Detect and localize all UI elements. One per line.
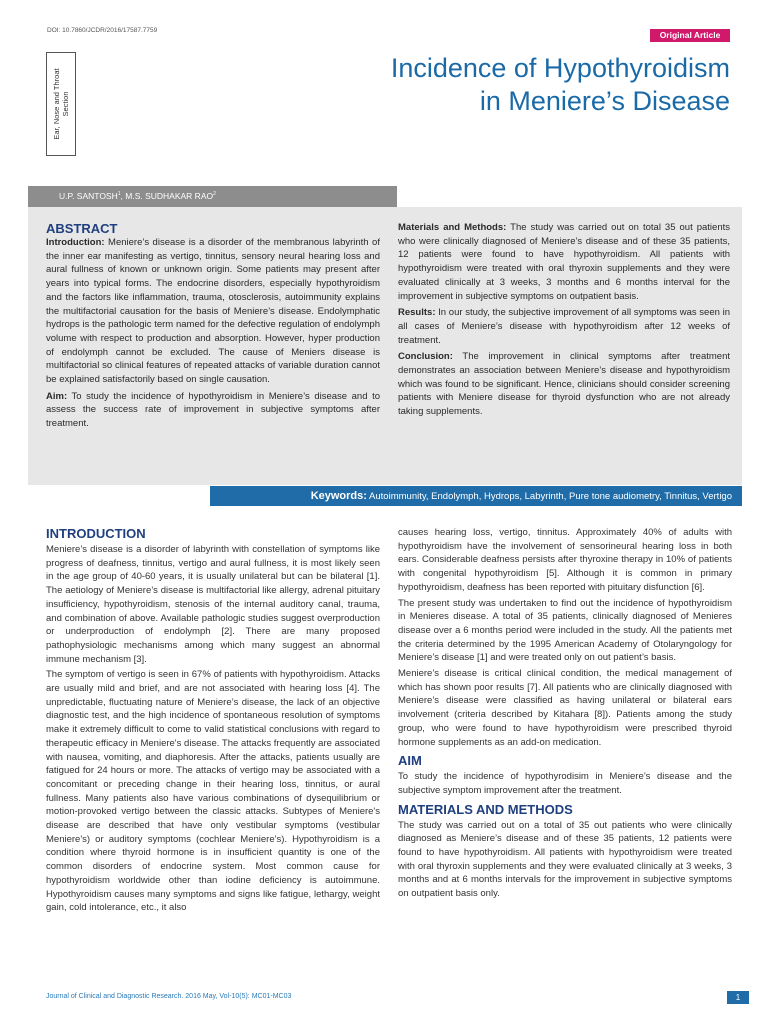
abstract-conclusion bbox=[398, 350, 730, 419]
section-label-line1: Ear, Nose and Throat bbox=[52, 68, 61, 140]
abstract-panel bbox=[28, 207, 742, 485]
section-label-line2: Section bbox=[61, 91, 70, 117]
keywords-label: Keywords: bbox=[310, 490, 367, 502]
author-1-affiliation: 1 bbox=[117, 191, 121, 198]
article-title-line1: Incidence of Hypothyroidism bbox=[390, 53, 730, 83]
author-list: U.P. SANTOSH$^1$, M.S. SUDHAKAR RAO$^2$ bbox=[59, 191, 216, 201]
methods-paragraph: The study was carried out on a total of 35 out patients who were clinically diagnosed as Meniere’s disease and of these 35 patients, 12 patients were found to have hypothyroidism. All patients with hypothyroidism were treated with oral thyroxin supplements and they were evaluated clinically at 3 weeks, 3 months and at 6 months intervals for the improvement in subjective symptoms on outpatient basis only. bbox=[398, 819, 732, 900]
author-2-affiliation: 2 bbox=[213, 191, 216, 198]
author-2: M.S. SUDHAKAR RAO bbox=[125, 191, 214, 201]
methods-heading: MATERIALS AND METHODS bbox=[398, 801, 573, 817]
abstract-left-column bbox=[46, 221, 380, 434]
abstract-methods-text: The study was carried out on total 35 out patients who were clinically diagnosed of Meniere’s disease and of these 35 patients, 12 patients were found to have hypothyroidism. All patients with hypothyroidism were treated with oral thyroxin supplements and they were evaluated clinically at 3 weeks, 3 months and 6 months interval for the improvement in subjective symptoms on outpatient basis. bbox=[398, 222, 730, 302]
article-type-badge: Original Article bbox=[650, 29, 730, 42]
aim-heading: AIM bbox=[398, 753, 422, 769]
abstract-conclusion-label: Conclusion: bbox=[398, 351, 453, 363]
abstract-introduction bbox=[46, 236, 380, 387]
abstract-aim-label: Aim: bbox=[46, 390, 68, 402]
article-title-line2: in Meniere’s Disease bbox=[479, 86, 730, 116]
author-1: U.P. SANTOSH bbox=[59, 191, 118, 201]
article-title bbox=[290, 52, 730, 118]
abstract-results bbox=[398, 306, 730, 347]
introduction-paragraph-4: The present study was undertaken to find out the incidence of hypothyroidism in Menieres disease. A total of 35 patients, clinically diagnosed of Menieres disease over a 6 months period were included in the study. All the patients met the criteria determined by the 1995 American Academy of Otolaryngology for Meniere’s disease [1] and were treated only on out patient’s basis. bbox=[398, 597, 732, 664]
introduction-heading: INTRODUCTION bbox=[46, 526, 146, 541]
abstract-aim-text: To study the incidence of hypothyroidism in Meniere’s disease and to assess the success rate of improvement in subjective symptoms after treatment. bbox=[46, 390, 380, 430]
abstract-right-column bbox=[398, 221, 730, 422]
abstract-results-label: Results: bbox=[398, 307, 436, 319]
abstract-introduction-text: Meniere’s disease is a disorder of the membranous labyrinth of the inner ear manifesting as vertigo, tinnitus, sensory neural hearing loss and aural fullness of known or unknown origin. Some patients may present after years into typical forms. The endocrine disorders, especially hypothyroidism and the factors like inflammation, trauma, otosclerosis, autoimmunity explains the multifactorial causation for the basis of Meniere’s disease. Endolymphatic hydrops is the pathologic term named for the defective regulation of endolymph volume with respect to production and absorption. However, hyper production of endolymph cannot be excluded. The cause of Meniers disease is multifactorial so clinical features of repeated attacks of variable duration cannot be explained satisfactorily based on single causation. bbox=[46, 237, 380, 386]
introduction-paragraph-1: Meniere’s disease is a disorder of labyrinth with constellation of symptoms like progress of deafness, tinnitus, vertigo and aural fullness, it is most likely seen in the age group of 40-60 years, it is usually unilateral but can be bilateral [1]. The aetiology of Meniere’s disease is multifactorial like allergy, adrenal pituitary insufficiency, hypothyroidism, stenosis of the internal auditory canal, trauma, and combination of above. Available pathologic studies suggest overproduction or underproduction of endolymph [2]. There are many proposed pathophysiologic mechanisms among which many suggest an abnormal immune mechanism [3]. bbox=[46, 544, 380, 665]
page-number: 1 bbox=[727, 991, 749, 1004]
abstract-heading: ABSTRACT bbox=[46, 221, 118, 236]
introduction-paragraph-5: Meniere’s disease is critical clinical condition, the medical management of which has shown poor results [7]. All patients who are clinically diagnosed with Meniere’s disease were classified as having unilateral or bilateral ears involvement (criteria described by Kitahara [8]). Patients among the study group, who were found to have hypothyroidism were prescribed thyroid hormone supplements as an add-on medication. bbox=[398, 668, 732, 748]
introduction-paragraph-2: The symptom of vertigo is seen in 67% of patients with hypothyroidism. Attacks are usually mild and brief, and are not associated with hearing loss [4]. The unpredictable, fluctuating nature of Meniere’s disease, the lack of an objective diagnostic test, and the high incidence of spontaneous resolution of symptoms make it extremely difficult to come to valid statistical conclusions with regard to therapeutic efficacy in Meniere's disease. The attacks frequently are associated with nausea, vomiting, and diaphoresis. After the attacks, patients usually are fatigued for 24 hours or more. The attacks of vertigo may be associated with a concomitant or preceding change in their hearing loss, tinnitus, or aural fullness. Many patients also have various combinations of dysequilibrium or motion-provoked vertigo between the classic attacks. Subtypes of Meniere's disease are described that have only vestibular symptoms (vestibular Meniere's) or auditory symptoms (cochlear Meniere's). Hypothyroidism is a condition where thyroid hormone is in insufficient quantity is one of the common disorders of endocrine system. Most common cause for hypothyroidism worldwide other than iodine deficiency is autoimmune. Hypothyroidism causes many symptoms and signs like fatigue, lethargy, weight gain, cold intolerance, etc., it also bbox=[46, 669, 380, 914]
abstract-results-text: In our study, the subjective improvement of all symptoms was seen in all cases of Meniere’s disease with hypothyroidism after 12 weeks of treatment. bbox=[398, 307, 730, 346]
author-bar bbox=[28, 186, 397, 207]
body-right-column bbox=[398, 526, 732, 903]
abstract-methods bbox=[398, 221, 730, 303]
keywords-bar bbox=[210, 486, 742, 506]
keywords-text: Autoimmunity, Endolymph, Hydrops, Labyrinth, Pure tone audiometry, Tinnitus, Vertigo bbox=[366, 491, 732, 502]
section-label-box bbox=[46, 52, 76, 156]
doi-text: DOI: 10.7860/JCDR/2016/17587.7759 bbox=[47, 27, 158, 34]
body-left-column bbox=[46, 522, 380, 917]
introduction-paragraph-3: causes hearing loss, vertigo, tinnitus. Approximately 40% of adults with hypothyroidism have the involvement of sensorineural hearing loss in both ears. Considerable deafness persists after thyroxine therapy in 10% of patients with congenital hypothyroidism [5]. Although it is common in primary hypothyroidism, deafness has been reported with pituitary disfunction [6]. bbox=[398, 527, 732, 593]
section-label bbox=[52, 54, 70, 154]
abstract-conclusion-text: The improvement in clinical symptoms after treatment demonstrates an association between Meniere’s disease and hypothyroidism which was found to be significant. Hence, clinicians should consider screening patients with Meniere disease for thyroid dysfunction who are not already taking supplements. bbox=[398, 351, 730, 418]
abstract-aim bbox=[46, 390, 380, 431]
abstract-introduction-label: Introduction: bbox=[46, 237, 105, 248]
abstract-methods-label: Materials and Methods: bbox=[398, 222, 507, 233]
aim-paragraph: To study the incidence of hypothyrodisim in Meniere’s disease and the subjective symptom improvement after the treatment. bbox=[398, 771, 732, 796]
journal-citation: Journal of Clinical and Diagnostic Research. 2016 May, Vol-10(5): MC01-MC03 bbox=[46, 993, 292, 1000]
